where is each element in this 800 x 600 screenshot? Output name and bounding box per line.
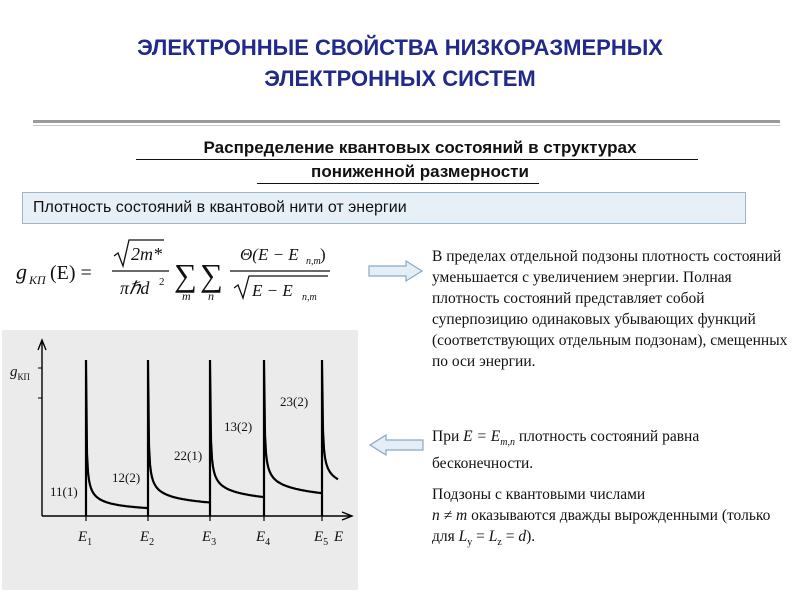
subband-label: 23(2) [280, 394, 309, 409]
p3-ly: L [458, 528, 468, 545]
subband-label: 11(1) [50, 484, 78, 499]
p2-energy: E = E [463, 428, 501, 445]
formula-den-exp: 2 [159, 276, 165, 288]
subband-label: 12(2) [112, 470, 141, 485]
title-divider-thin [33, 125, 780, 126]
subband-curve [264, 360, 322, 516]
p3-condition: n ≠ m [432, 507, 468, 524]
y-axis-label: $g_{КП}$ [10, 364, 31, 382]
formula-theta: Θ(E − E [240, 245, 299, 264]
x-axis-label: E [334, 529, 344, 545]
formula-sum-m: m [182, 289, 191, 303]
formula-theta-sub: n,m [306, 256, 321, 267]
x-tick-label: $E_5$ [314, 529, 329, 548]
subband-curve [210, 360, 264, 516]
formula-den2-sub: n,m [302, 292, 317, 303]
paragraph-infinity [432, 426, 792, 474]
paragraph-subband-density: В пределах отдельной подзоны плотность состояний уменьшается с увеличением энергии. Полная плотность состояний представляет собой суперпозицию одинаковых убывающих функций (соответствующих отдельным подзонам), смещенных по оси энергии. [432, 248, 788, 370]
section-subtitle-line1: Распределение квантовых состояний в структурах [203, 138, 637, 157]
formula-num-root: 2m* [131, 244, 162, 264]
p3-eq2: = [501, 528, 519, 545]
x-tick-label: $E_3$ [202, 529, 217, 548]
p2-prefix: При [432, 428, 464, 445]
subband-curve [148, 360, 210, 516]
title-divider [33, 120, 780, 123]
subtitle-underline-1 [136, 159, 698, 160]
slide-title-line1: ЭЛЕКТРОННЫЕ СВОЙСТВА НИЗКОРАЗМЕРНЫХ [137, 35, 663, 60]
density-of-states-chart [2, 330, 358, 590]
p3-line1: Подзоны с квантовыми числами [432, 486, 646, 503]
subtitle-underline-2 [257, 183, 539, 184]
sum-symbol-n: ∑ [200, 257, 223, 293]
right-arrow-icon [368, 260, 424, 282]
p3-end: ). [526, 528, 536, 545]
left-arrow-icon [368, 434, 424, 456]
slide-title-line2: ЭЛЕКТРОННЫХ СИСТЕМ [264, 66, 536, 91]
topic-banner: Плотность состояний в квантовой нити от энергии [22, 192, 746, 224]
density-formula [14, 236, 334, 306]
p3-d: d [518, 528, 527, 545]
subband-curve [322, 360, 338, 516]
p3-eq1: = [472, 528, 489, 545]
sum-symbol-m: ∑ [174, 257, 197, 293]
subband-curve [86, 360, 148, 516]
formula-lhs-arg: (E) = [50, 262, 92, 284]
subband-label: 22(1) [174, 448, 203, 463]
formula-lhs: g [16, 259, 27, 284]
p3-lz: L [488, 528, 498, 545]
p3-middle: оказываются дважды вырожденными (только для [432, 507, 771, 545]
slide-title [0, 32, 800, 94]
formula-theta-close: ) [320, 245, 326, 264]
x-tick-label: $E_4$ [256, 529, 271, 548]
p3-lz-sub: z [497, 537, 502, 549]
formula-lhs-sub: КП [29, 273, 46, 287]
p2-suffix: плотность состояний равна бесконечности. [432, 428, 700, 473]
section-subtitle-line2: пониженной размерности [311, 162, 529, 181]
p3-ly-sub: y [467, 537, 473, 549]
x-tick-label: $E_1$ [78, 529, 93, 548]
p2-sub: m,n [500, 437, 516, 449]
formula-den2: E − E [252, 281, 293, 300]
paragraph-degeneracy [432, 484, 792, 553]
formula-den: πℏd [120, 278, 150, 298]
subband-label: 13(2) [224, 419, 253, 434]
formula-sum-n: n [208, 289, 214, 303]
section-subtitle [60, 136, 780, 184]
x-tick-label: $E_2$ [140, 529, 155, 548]
